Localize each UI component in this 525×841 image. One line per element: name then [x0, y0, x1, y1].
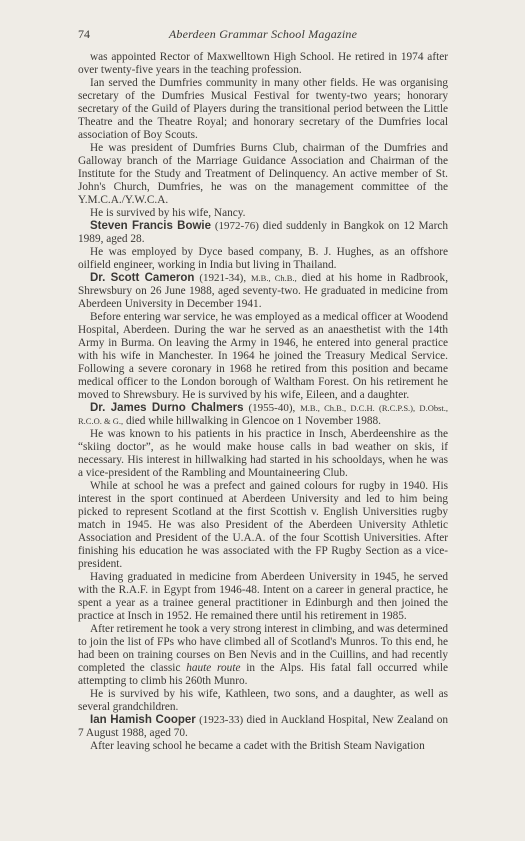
person-name: Steven Francis Bowie	[90, 220, 211, 232]
paragraph-text: died while hillwalking in Glencoe on 1 November 1988.	[125, 415, 382, 427]
running-header	[78, 27, 448, 43]
paragraph	[78, 207, 448, 220]
paragraph-text: died in Auckland Hospital, New Zealand on 7 August 1988, aged 70.	[78, 714, 449, 739]
paragraph-text: died suddenly in Bangkok on 12 March 1989, aged 28.	[78, 220, 448, 245]
paragraph-text: After retirement he took a very strong interest in climbing, and was determined to join the list of FPs who have climbed all of Scotland's Munros. To this end, he had been on training courses on Ben Nevis and in the Cuillins, and had recently completed the classic	[78, 623, 448, 674]
school-years: (1921-34),	[199, 272, 247, 284]
paragraph	[78, 77, 448, 142]
paragraph	[78, 142, 448, 207]
paragraph-text: He was president of Dumfries Burns Club, chairman of the Dumfries and Galloway branch of the Marriage Guidance Association and Chairman of the Institute for the Study and Treatment of Delinquency. An active member of St. John's Church, Dumfries, he was on the management committee of the Y.M.C.A./Y.W.C.A.	[78, 142, 448, 206]
school-years: (1955-40),	[248, 402, 296, 414]
paragraph	[78, 688, 448, 714]
school-years: (1923-33)	[199, 714, 244, 726]
paragraph-text: Having graduated in medicine from Aberdeen University in 1945, he served with the R.A.F. in Egypt from 1946-48. Intent on a career in general practice, he spent a year as a trainee general practitioner in Edinburgh and then joined the practice at Insch in 1952. He remained there until his retirement in 1985.	[78, 571, 448, 622]
paragraph-text: He is survived by his wife, Kathleen, two sons, and a daughter, as well as several grandchildren.	[78, 688, 448, 713]
obituary-entry-chalmers	[78, 402, 448, 428]
paragraph-text: died at his home in Radbrook, Shrewsbury on 26 June 1988, aged seventy-two. He graduated in medicine from Aberdeen University in December 1941.	[78, 272, 449, 310]
qualifications: M.B., Ch.B., D.C.H. (R.C.P.S.), D.Obst., R.C.O. & G.,	[78, 403, 448, 426]
paragraph	[78, 480, 448, 571]
paragraph-text: After leaving school he became a cadet with the British Steam Navigation	[90, 740, 425, 752]
person-name: Dr. James Durno Chalmers	[90, 402, 244, 414]
paragraph	[78, 623, 448, 688]
paragraph	[78, 51, 448, 77]
paragraph-text: in the Alps. His fatal fall occurred while attempting to climb his 260th Munro.	[78, 662, 448, 687]
school-years: (1972-76)	[214, 220, 259, 232]
obituary-entry-bowie	[78, 220, 448, 246]
paragraph-text: was appointed Rector of Maxwelltown High School. He retired in 1974 after over twenty-five years in the teaching profession.	[78, 51, 448, 76]
paragraph-text: Ian served the Dumfries community in many other fields. He was organising secretary of the Dumfries Musical Festival for twenty-two years; honorary secretary of the Guild of Players during the transitional period between the Little Theatre and the Theatre Royal; and honorary secretary of the Dumfries local association of Boy Scouts.	[78, 77, 448, 141]
person-name: Dr. Scott Cameron	[90, 272, 195, 284]
paragraph	[78, 428, 448, 480]
paragraph	[78, 740, 448, 753]
paragraph	[78, 571, 448, 623]
paragraph-text: He was employed by Dyce based company, B. J. Hughes, as an offshore oilfield engineer, working in India but living in Thailand.	[78, 246, 448, 271]
paragraph-text: He was known to his patients in his practice in Insch, Aberdeenshire as the “skiing doctor”, as he would make house calls in bad weather on skis, if necessary. His interest in hillwalking had started in his schooldays, when he was a vice-president of the Rambling and Mountaineering Club.	[78, 428, 448, 479]
paragraph	[78, 311, 448, 402]
page-number: 74	[78, 27, 90, 41]
paragraph-text: While at school he was a prefect and gained colours for rugby in 1940. His interest in the sport continued at Aberdeen University and led to him being picked to represent Scotland at the first Scottish v. English Universities rugby match in 1945. He was also President of the Aberdeen University Athletic Association and President of the U.A.A. of the four Scottish Universities. After finishing his education he was associated with the FP Rugby Section as a vice-president.	[78, 480, 448, 570]
paragraph-text: He is survived by his wife, Nancy.	[90, 207, 246, 219]
obituary-column	[78, 51, 448, 753]
italic-term: haute route	[186, 662, 241, 674]
paragraph-text: Before entering war service, he was employed as a medical officer at Woodend Hospital, Aberdeen. During the war he served as an anaesthetist with the 14th Army in Burma. On leaving the Army in 1946, he entered into general practice with his wife in Manchester. In 1964 he joined the Treasury Medical Service. Following a severe coronary in 1968 he retired from this position and became medical officer to the London borough of Waltham Forest. On his retirement he moved to Shrewsbury. He is survived by his wife, Eileen, and a daughter.	[78, 311, 448, 401]
obituary-entry-cameron	[78, 272, 448, 311]
person-name: Ian Hamish Cooper	[90, 714, 196, 726]
paragraph	[78, 246, 448, 272]
obituary-entry-cooper	[78, 714, 448, 740]
qualifications: M.B., Ch.B.,	[250, 273, 297, 283]
journal-title: Aberdeen Grammar School Magazine	[168, 27, 358, 41]
